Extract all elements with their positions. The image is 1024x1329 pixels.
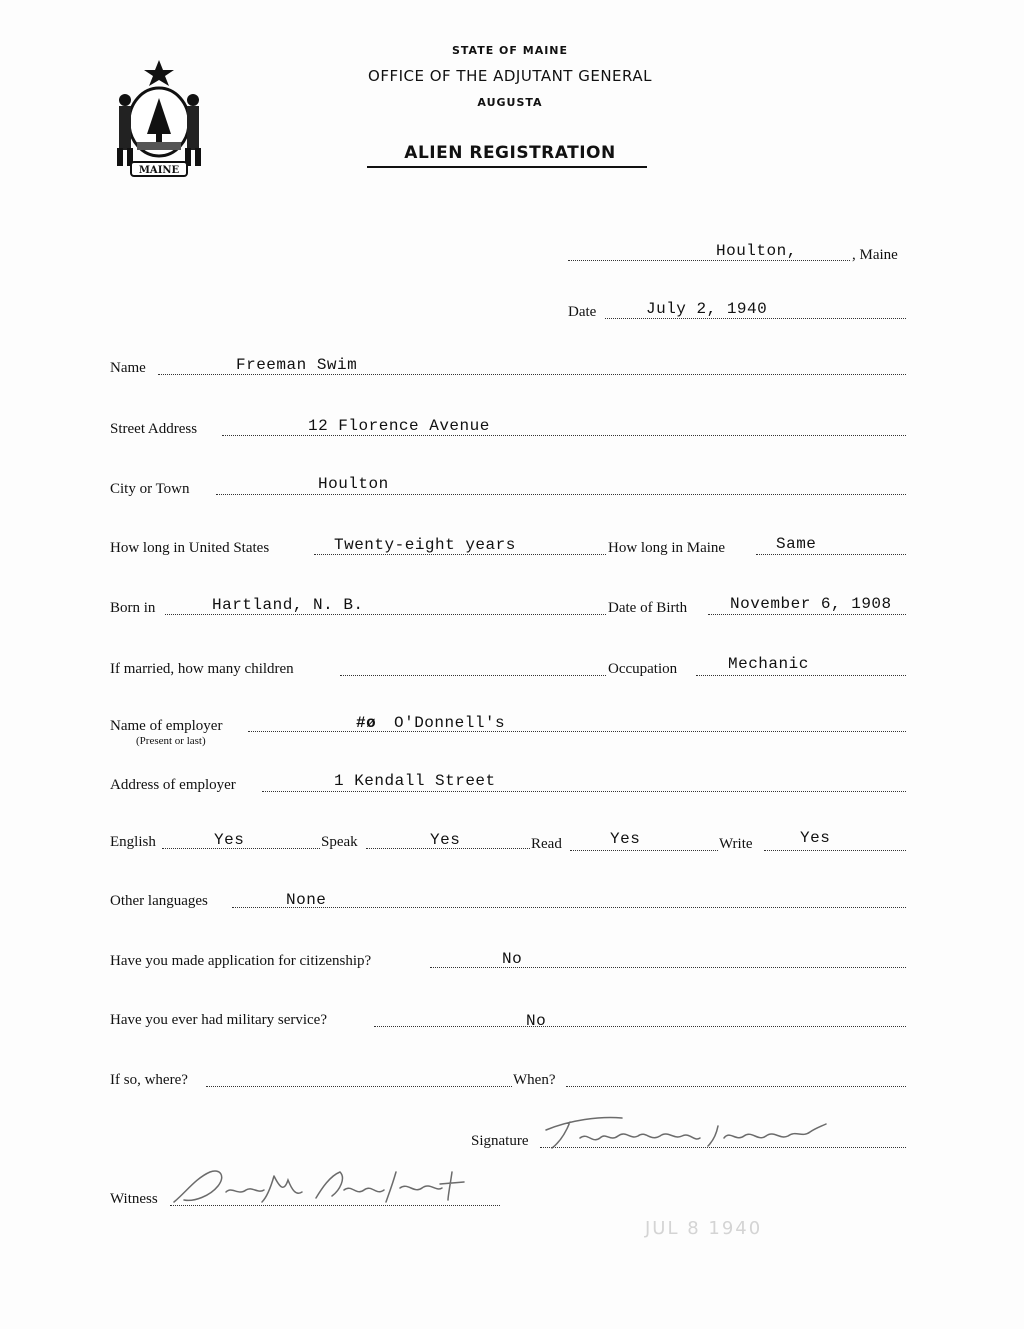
- citizenship-value: No: [502, 950, 523, 968]
- state-heading: STATE OF MAINE: [451, 44, 569, 57]
- street-label: Street Address: [110, 421, 198, 437]
- dob-label: Date of Birth: [608, 600, 688, 616]
- speak-value: Yes: [430, 831, 461, 849]
- employer-value: O'Donnell's: [394, 714, 506, 732]
- svg-text:MAINE: MAINE: [138, 165, 180, 176]
- english-label: English: [110, 834, 156, 850]
- us-duration-line: [314, 554, 606, 555]
- children-line: [340, 675, 606, 676]
- employer-line: [248, 731, 906, 732]
- other-languages-value: None: [286, 891, 327, 909]
- employer-strikeout: #ø: [356, 714, 377, 732]
- when-label: When?: [513, 1072, 556, 1088]
- signature-label: Signature: [471, 1133, 529, 1149]
- dob-value: November 6, 1908: [730, 595, 892, 613]
- read-label: Read: [531, 836, 562, 852]
- date-line: [605, 318, 906, 319]
- employer-label: Name of employer: [110, 718, 223, 734]
- employer-address-label: Address of employer: [110, 777, 236, 793]
- employer-address-line: [262, 791, 906, 792]
- street-line: [222, 435, 906, 436]
- occupation-label: Occupation: [608, 661, 678, 677]
- place-line: [568, 260, 850, 261]
- write-value: Yes: [800, 829, 831, 847]
- employer-sublabel: (Present or last): [136, 735, 206, 747]
- maine-duration-label: How long in Maine: [608, 540, 726, 556]
- form-title: ALIEN REGISTRATION: [404, 143, 616, 163]
- occupation-line: [696, 675, 906, 676]
- city-line: [216, 494, 906, 495]
- citizenship-label: Have you made application for citizenship?: [110, 953, 372, 969]
- occupation-value: Mechanic: [728, 655, 809, 673]
- city-label: City or Town: [110, 481, 190, 497]
- military-value: No: [526, 1012, 547, 1030]
- write-line: [764, 850, 906, 851]
- us-duration-label: How long in United States: [110, 540, 270, 556]
- city-value: Houlton: [318, 475, 389, 493]
- read-value: Yes: [610, 830, 641, 848]
- us-duration-value: Twenty-eight years: [334, 536, 516, 554]
- born-label: Born in: [110, 600, 156, 616]
- title-underline: [367, 166, 647, 168]
- maine-duration-value: Same: [776, 535, 817, 553]
- city-heading: AUGUSTA: [477, 96, 543, 109]
- name-value: Freeman Swim: [236, 356, 358, 374]
- when-line: [566, 1086, 906, 1087]
- born-line: [165, 614, 606, 615]
- where-line: [206, 1086, 512, 1087]
- read-line: [570, 850, 718, 851]
- witness-signature: [166, 1162, 486, 1210]
- witness-label: Witness: [110, 1191, 158, 1207]
- maine-duration-line: [756, 554, 906, 555]
- received-date-stamp: JUL 8 1940: [645, 1218, 763, 1239]
- date-value: July 2, 1940: [646, 300, 768, 318]
- other-languages-label: Other languages: [110, 893, 208, 909]
- place-suffix: , Maine: [852, 247, 898, 263]
- place-value: Houlton,: [716, 242, 797, 260]
- where-label: If so, where?: [110, 1072, 188, 1088]
- date-label: Date: [568, 304, 597, 320]
- dob-line: [708, 614, 906, 615]
- name-line: [158, 374, 906, 375]
- applicant-signature: [540, 1108, 830, 1154]
- children-label: If married, how many children: [110, 661, 294, 677]
- military-line: [374, 1026, 906, 1027]
- english-value: Yes: [214, 831, 245, 849]
- office-heading: OFFICE OF THE ADJUTANT GENERAL: [368, 67, 652, 85]
- speak-label: Speak: [321, 834, 358, 850]
- other-languages-line: [232, 907, 906, 908]
- write-label: Write: [719, 836, 753, 852]
- name-label: Name: [110, 360, 146, 376]
- born-value: Hartland, N. B.: [212, 596, 364, 614]
- military-label: Have you ever had military service?: [110, 1012, 327, 1028]
- street-value: 12 Florence Avenue: [308, 417, 490, 435]
- employer-address-value: 1 Kendall Street: [334, 772, 496, 790]
